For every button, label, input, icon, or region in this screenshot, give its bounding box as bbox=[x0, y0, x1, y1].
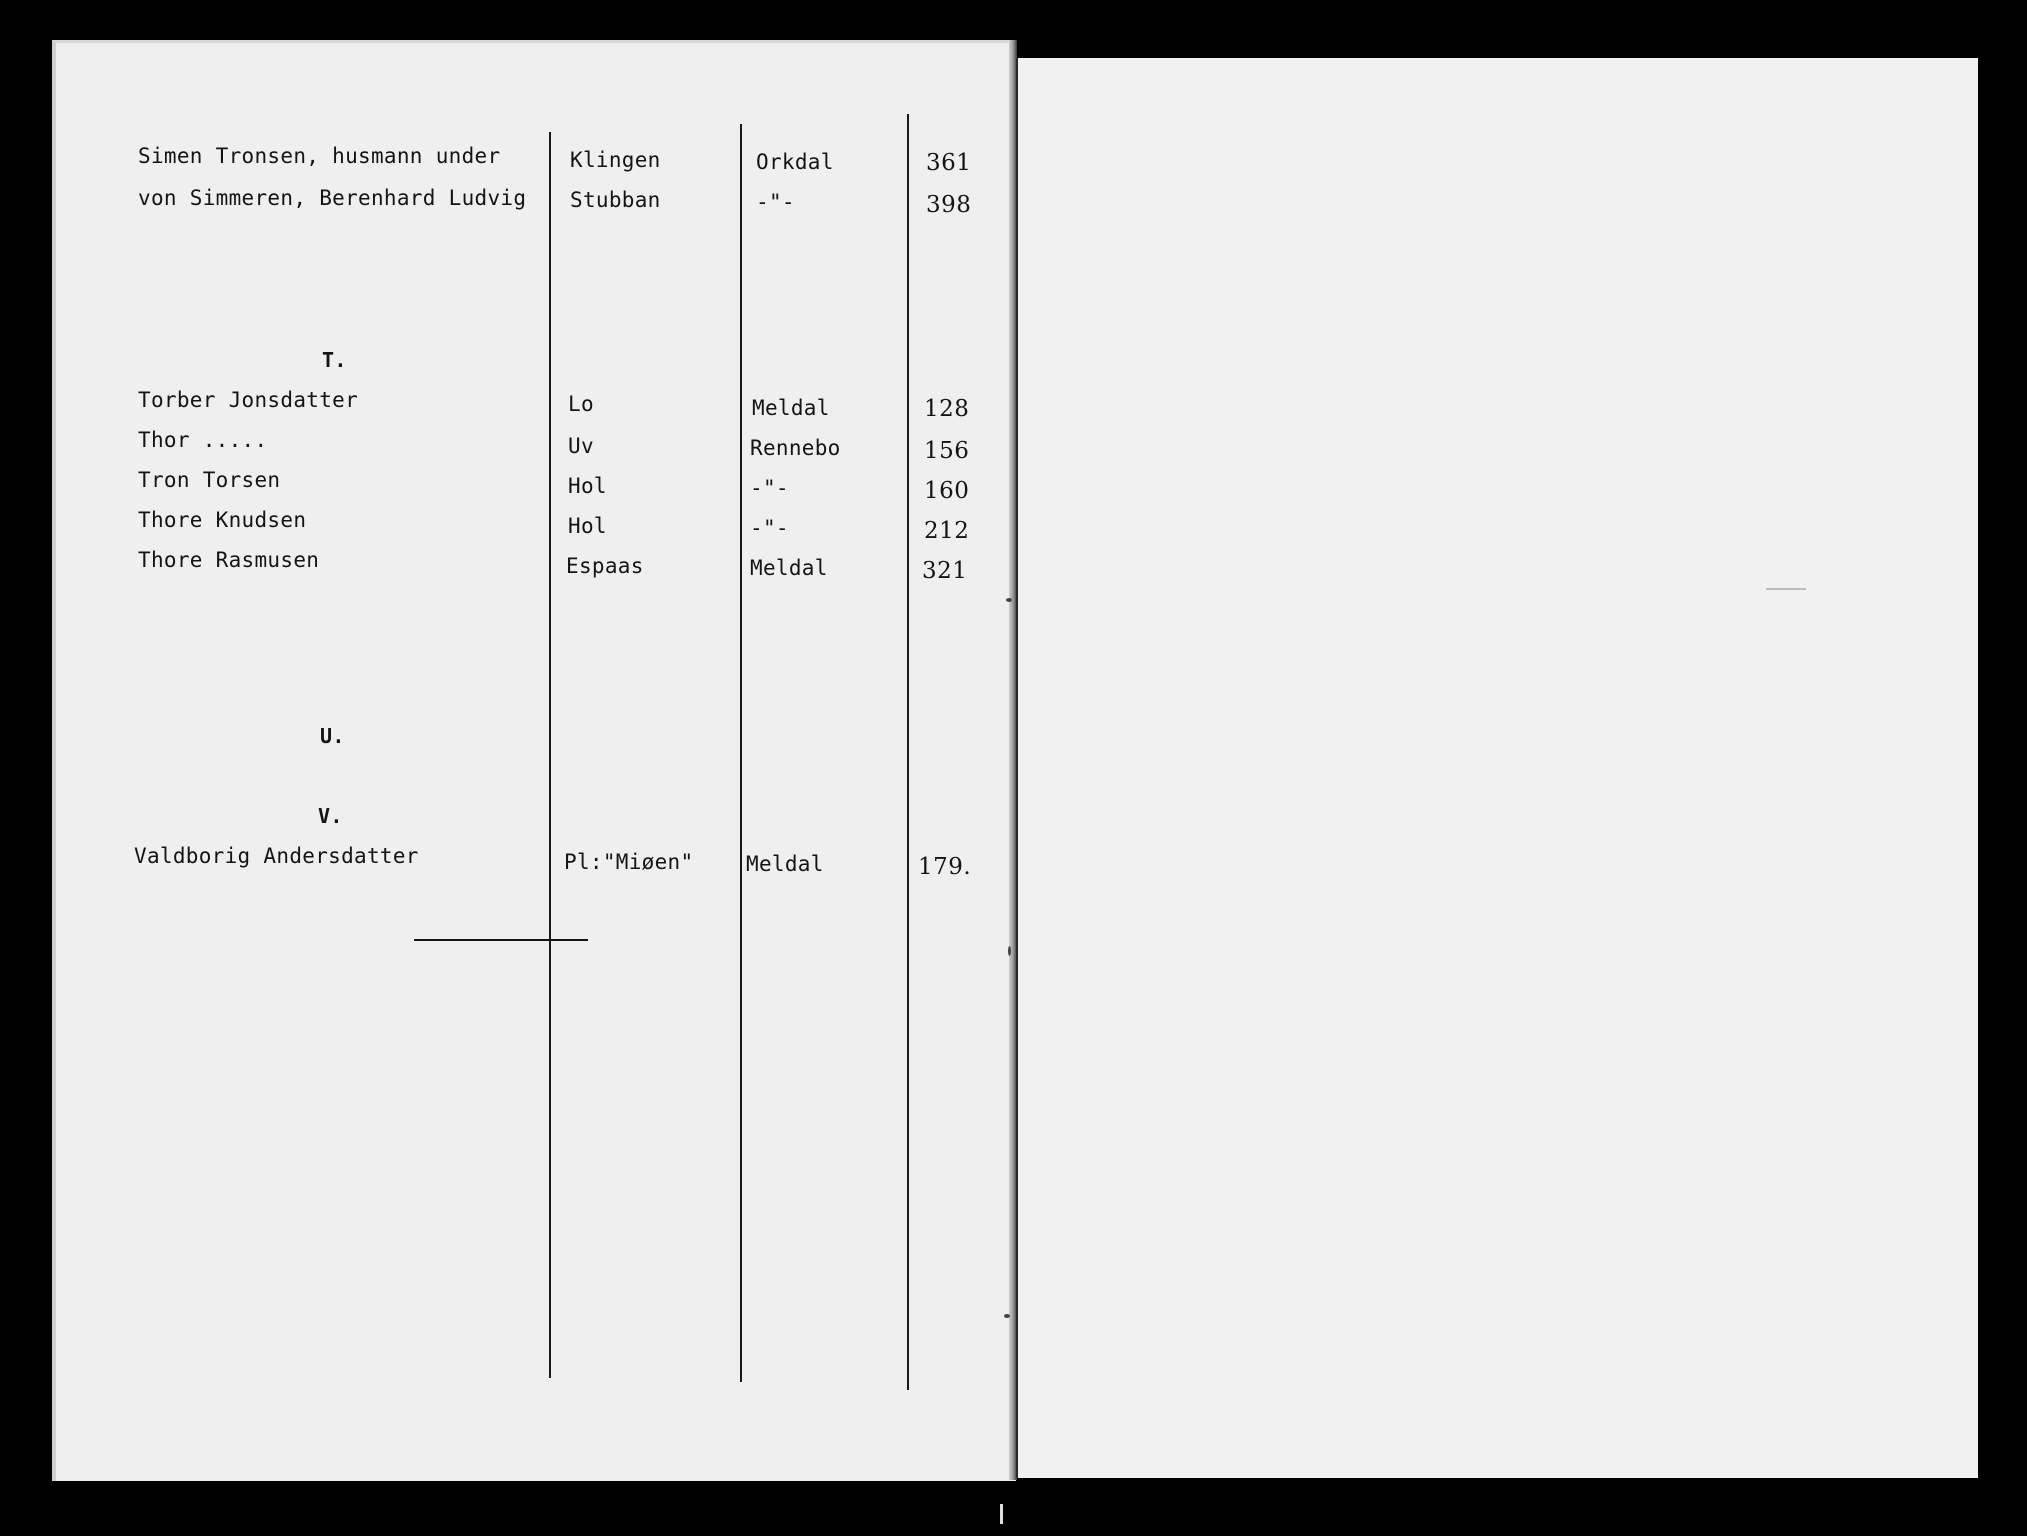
entry-farm: Hol bbox=[568, 474, 607, 498]
entry-page: 212 bbox=[924, 518, 970, 544]
left-page bbox=[52, 40, 1016, 1481]
entry-name: Valdborig Andersdatter bbox=[134, 844, 419, 868]
entry-farm: Stubban bbox=[570, 188, 661, 212]
entry-page: 156 bbox=[924, 438, 970, 464]
entry-farm: Klingen bbox=[570, 148, 661, 172]
entry-page: 361 bbox=[926, 150, 972, 176]
entry-parish: Meldal bbox=[752, 396, 830, 420]
entry-parish: -"- bbox=[750, 476, 789, 500]
right-page-blank bbox=[1016, 58, 1978, 1478]
entry-farm: Uv bbox=[568, 434, 594, 458]
column-rule-1 bbox=[549, 132, 551, 1378]
entry-name: Simen Tronsen, husmann under bbox=[138, 144, 501, 168]
entry-name: von Simmeren, Berenhard Ludvig bbox=[138, 186, 527, 210]
entry-parish: -"- bbox=[756, 190, 795, 214]
scan-speck bbox=[1006, 598, 1012, 602]
scan-speck bbox=[1000, 1504, 1003, 1524]
entry-page: 128 bbox=[924, 396, 970, 422]
entry-parish: Rennebo bbox=[750, 436, 841, 460]
entry-farm: Lo bbox=[568, 392, 594, 416]
entry-parish: Meldal bbox=[746, 852, 824, 876]
entry-page: 321 bbox=[922, 558, 968, 584]
column-rule-3 bbox=[907, 114, 909, 1390]
entry-farm: Pl:"Miøen" bbox=[564, 850, 694, 874]
scan-speck bbox=[1766, 588, 1806, 590]
section-letter-v: V. bbox=[318, 804, 343, 828]
entry-page: 160 bbox=[924, 478, 970, 504]
entry-page: 398 bbox=[926, 192, 972, 218]
entry-name: Thore Knudsen bbox=[138, 508, 307, 532]
entry-name: Thore Rasmusen bbox=[138, 548, 320, 572]
entry-parish: Orkdal bbox=[756, 150, 834, 174]
entry-name: Torber Jonsdatter bbox=[138, 388, 359, 412]
entry-farm: Hol bbox=[568, 514, 607, 538]
section-letter-u: U. bbox=[320, 724, 345, 748]
entry-page: 179. bbox=[918, 854, 972, 880]
entry-parish: Meldal bbox=[750, 556, 828, 580]
entry-farm: Espaas bbox=[566, 554, 644, 578]
entry-parish: -"- bbox=[750, 516, 789, 540]
section-letter-t: T. bbox=[322, 348, 347, 372]
column-rule-2 bbox=[740, 124, 742, 1382]
entry-name: Thor ..... bbox=[138, 428, 268, 452]
scan-speck bbox=[1008, 946, 1011, 956]
scan-speck bbox=[1004, 1314, 1010, 1318]
end-of-list-rule bbox=[414, 939, 588, 941]
entry-name: Tron Torsen bbox=[138, 468, 281, 492]
